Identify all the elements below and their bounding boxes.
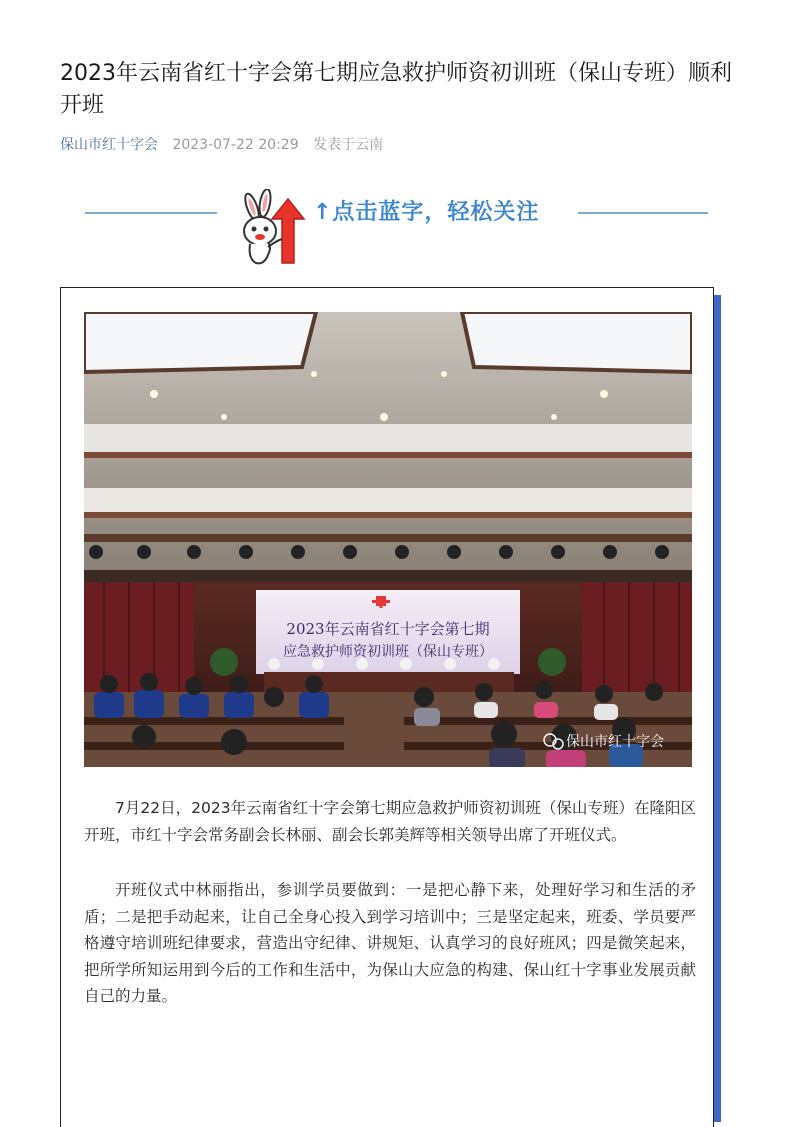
rabbit-arrow-icon (238, 189, 310, 267)
article-meta (60, 135, 393, 155)
account-name-link[interactable]: 保山市红十字会 (60, 137, 158, 153)
body-paragraph-2: 开班仪式中林丽指出，参训学员要做到：一是把心静下来，处理好学习和生活的矛盾；二是把手动起来，让自己全身心投入到学习培训中；三是坚定起来，班委、学员要严格遵守培训班纪律要求，营造出守纪律、讲规矩、认真学习的良好班风；四是微笑起来，把所学所知运用到今后的工作和生活中，为保山大应急的构建、保山红十字事业发展贡献自己的力量。 (84, 881, 696, 1005)
banner-divider-left (85, 212, 217, 214)
event-photo[interactable] (84, 312, 692, 767)
screen-title-line1: 2023年云南省红十字会第七期 (286, 620, 490, 638)
publish-time: 2023-07-22 20:29 (172, 137, 299, 153)
photo-watermark: 保山市红十字会 (566, 733, 664, 749)
publish-location: 发表于云南 (313, 137, 384, 153)
body-paragraph-1: 7月22日，2023年云南省红十字会第七期应急救护师资初训班（保山专班）在隆阳区开班，市红十字会常务副会长林丽、副会长郭美辉等相关领导出席了开班仪式。 (84, 799, 696, 844)
follow-prompt-text[interactable]: ↑点击蓝字，轻松关注 (313, 200, 540, 225)
screen-title-line2: 应急救护师资初训班（保山专班） (283, 644, 493, 660)
follow-banner[interactable] (80, 185, 715, 265)
banner-divider-right (578, 212, 708, 214)
article-title: 2023年云南省红十字会第七期应急救护师资初训班（保山专班）顺利开班 (60, 61, 732, 118)
content-box-shadow (714, 295, 721, 1122)
